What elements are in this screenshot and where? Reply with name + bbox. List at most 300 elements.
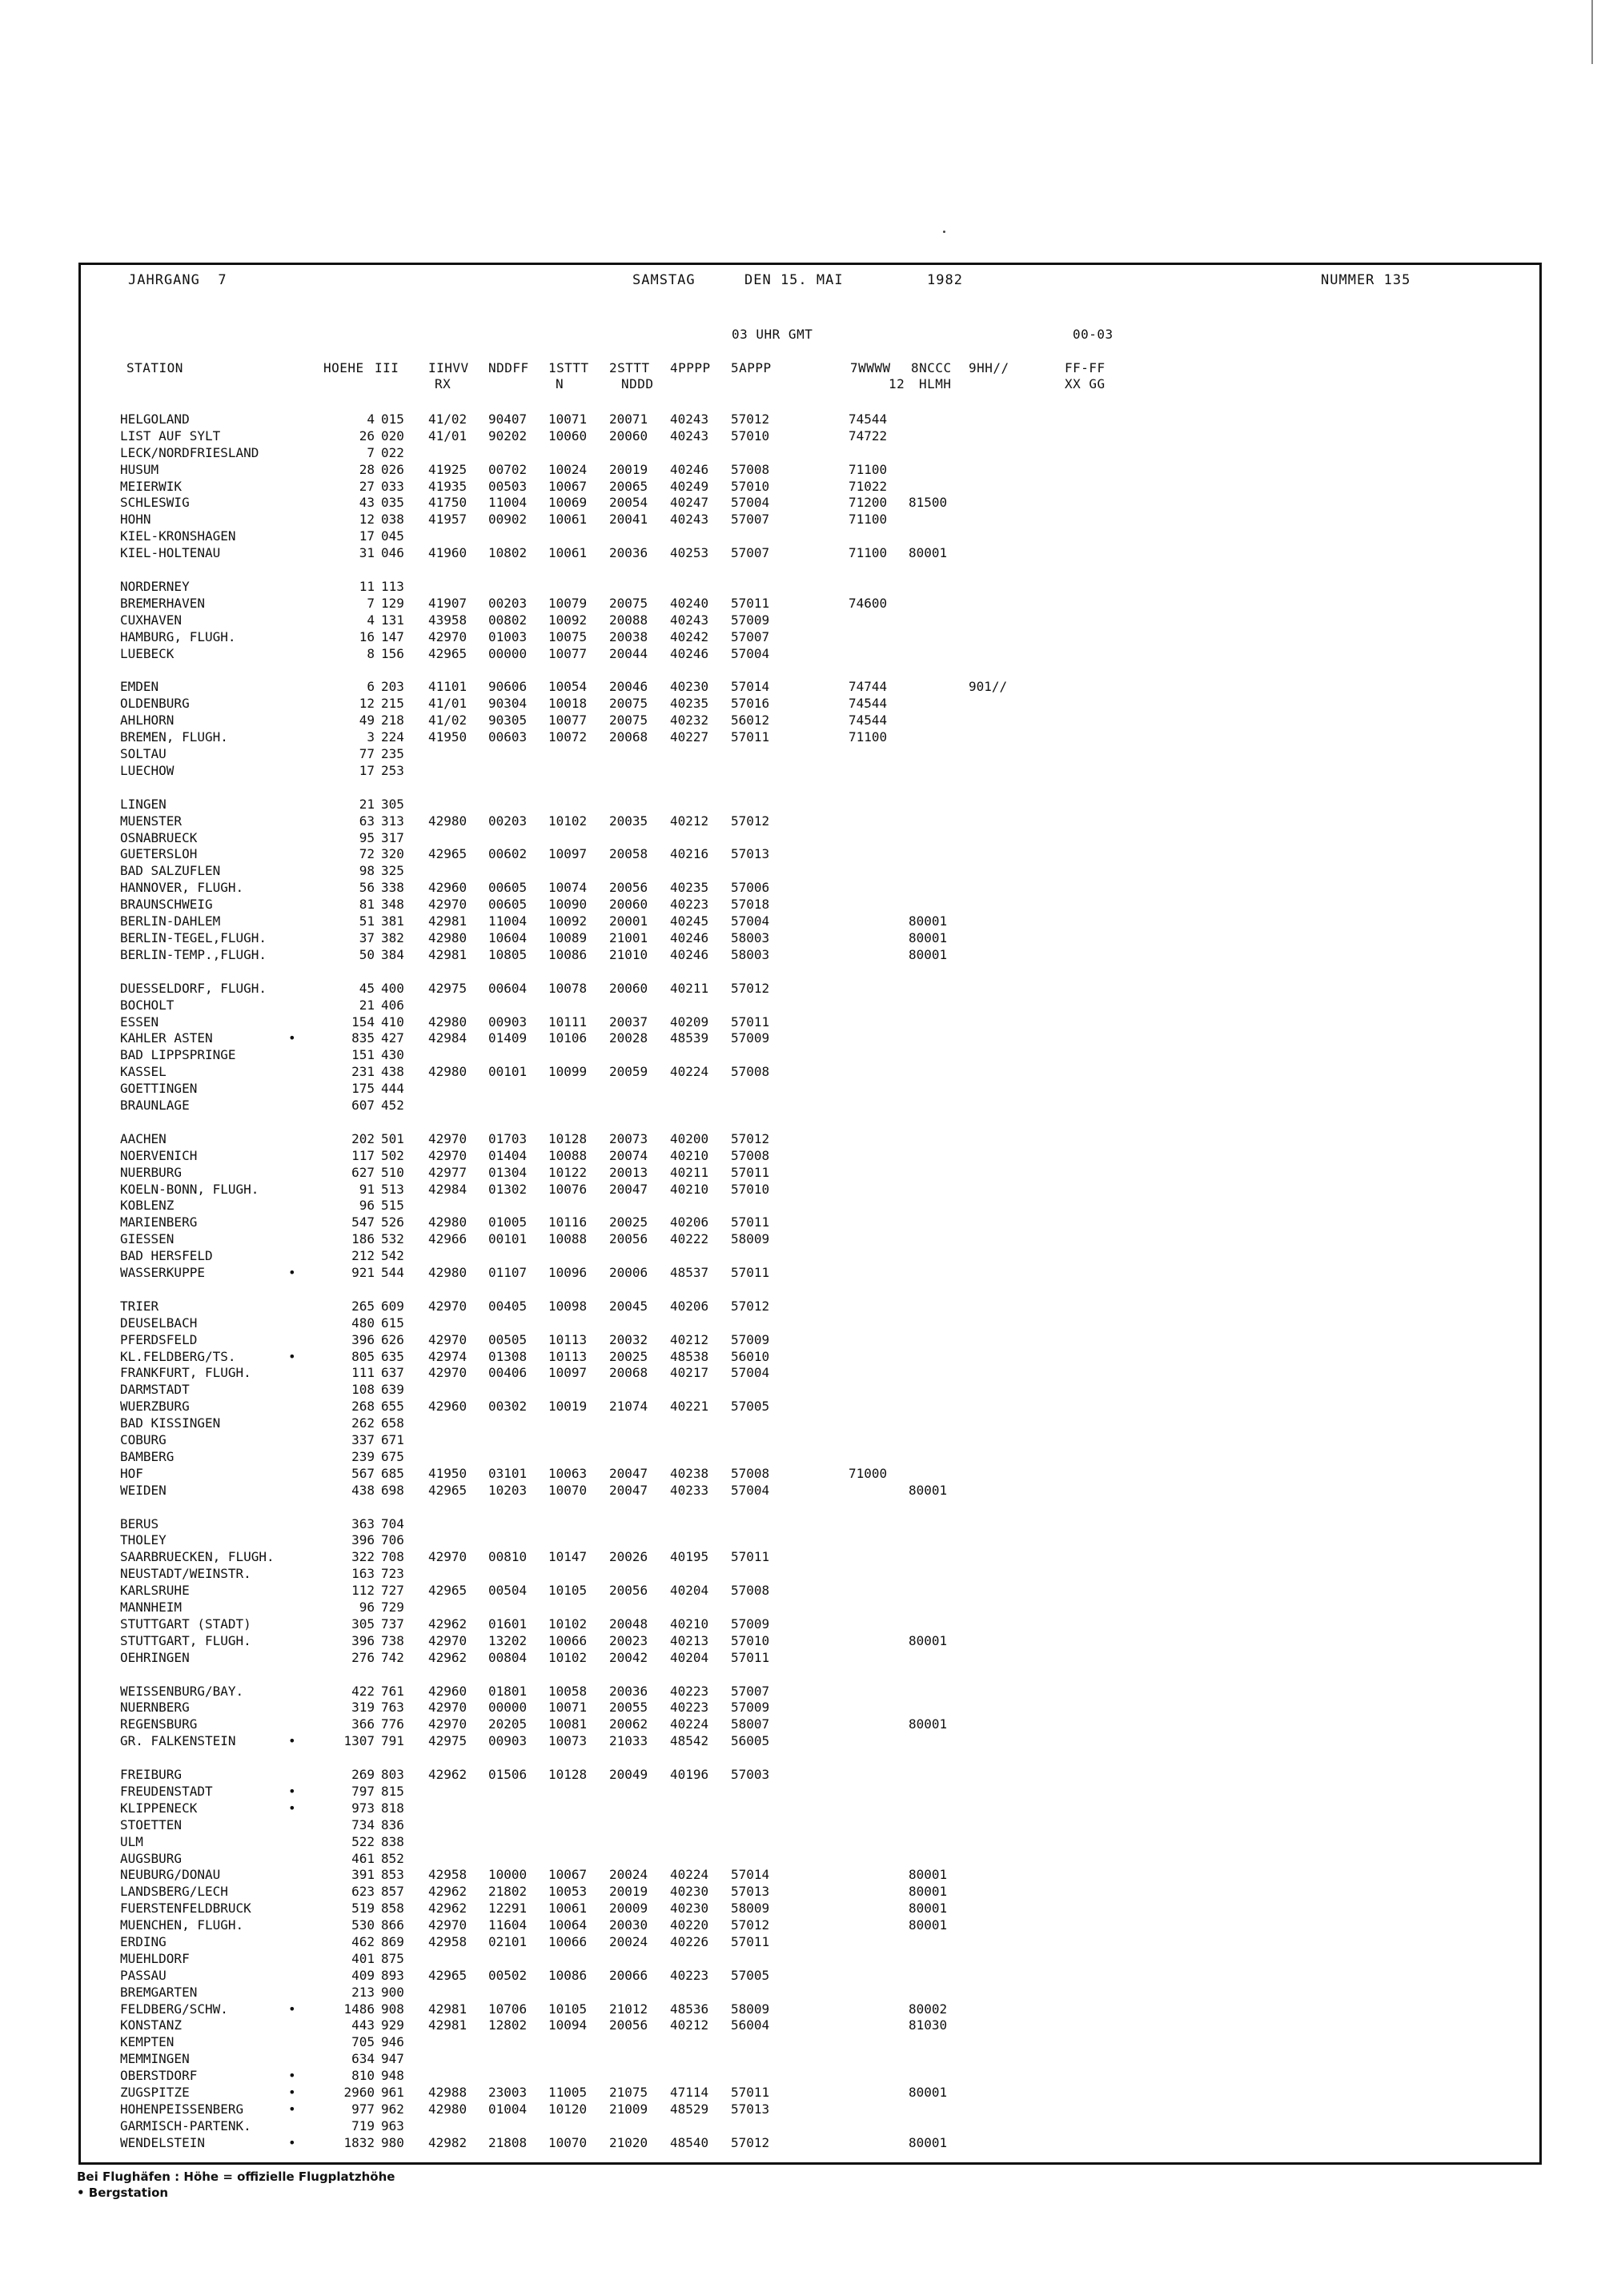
elevation-cell: 805 bbox=[351, 1348, 375, 1364]
table-row bbox=[120, 1064, 1481, 1081]
station-id-cell: 526 bbox=[381, 1214, 404, 1230]
temp2-cell: 21012 bbox=[609, 2001, 648, 2017]
cloud-cell: 80001 bbox=[909, 545, 948, 561]
station-id-cell: 502 bbox=[381, 1147, 404, 1163]
pressure-cell: 40211 bbox=[670, 980, 709, 996]
elevation-cell: 810 bbox=[351, 2068, 375, 2084]
pressure-cell: 40230 bbox=[670, 1884, 709, 1900]
table-row bbox=[120, 445, 1481, 462]
cloud-cell: 80001 bbox=[909, 2134, 948, 2150]
mountain-marker: • bbox=[288, 1784, 296, 1800]
elevation-cell: 547 bbox=[351, 1214, 375, 1230]
table-row bbox=[120, 1148, 1481, 1165]
tendency-cell: 56004 bbox=[731, 2017, 770, 2033]
station-id-cell: 685 bbox=[381, 1465, 404, 1481]
tendency-cell: 57010 bbox=[731, 427, 770, 444]
weather-cell: 74600 bbox=[849, 595, 888, 611]
temp1-cell: 10122 bbox=[548, 1164, 588, 1180]
station-name: HAMBURG, FLUGH. bbox=[120, 628, 236, 644]
table-row bbox=[120, 2101, 1481, 2118]
elevation-cell: 6 bbox=[367, 679, 375, 695]
margin-rule bbox=[1591, 0, 1593, 64]
station-name: WASSERKUPPE bbox=[120, 1264, 205, 1280]
iihvv-cell: 41960 bbox=[428, 545, 467, 561]
table-row bbox=[120, 479, 1481, 496]
temp1-cell: 10060 bbox=[548, 427, 588, 444]
station-id-cell: 742 bbox=[381, 1649, 404, 1665]
elevation-cell: 117 bbox=[351, 1147, 375, 1163]
station-name: LUEBECK bbox=[120, 645, 175, 661]
table-row bbox=[120, 1047, 1481, 1064]
pressure-cell: 40238 bbox=[670, 1465, 709, 1481]
pressure-cell: 40246 bbox=[670, 946, 709, 962]
station-name: BAMBERG bbox=[120, 1448, 175, 1464]
table-row bbox=[120, 2135, 1481, 2152]
iihvv-cell: 42970 bbox=[428, 1130, 467, 1146]
iihvv-cell: 42960 bbox=[428, 1683, 467, 1699]
iihvv-cell: 42962 bbox=[428, 1767, 467, 1783]
station-name: MUENSTER bbox=[120, 813, 183, 829]
temp2-cell: 20006 bbox=[609, 1264, 648, 1280]
tendency-cell: 57007 bbox=[731, 512, 770, 528]
pressure-cell: 40196 bbox=[670, 1767, 709, 1783]
temp2-cell: 20060 bbox=[609, 897, 648, 913]
table-row bbox=[120, 2118, 1481, 2135]
tendency-cell: 56005 bbox=[731, 1733, 770, 1749]
tendency-cell: 57010 bbox=[731, 478, 770, 494]
station-id-cell: 235 bbox=[381, 746, 404, 762]
cloud-cell: 80002 bbox=[909, 2001, 948, 2017]
nddff-cell: 00902 bbox=[488, 512, 528, 528]
temp2-cell: 21074 bbox=[609, 1399, 648, 1415]
station-name: KOBLENZ bbox=[120, 1198, 175, 1214]
table-row bbox=[120, 1566, 1481, 1583]
pressure-cell: 40223 bbox=[670, 1967, 709, 1983]
table-row bbox=[120, 846, 1481, 863]
elevation-cell: 719 bbox=[351, 2117, 375, 2133]
station-id-cell: 026 bbox=[381, 461, 404, 477]
col-nddd: NDDD bbox=[621, 376, 654, 391]
table-row bbox=[120, 1081, 1481, 1098]
tendency-cell: 57011 bbox=[731, 1549, 770, 1565]
tendency-cell: 57009 bbox=[731, 1331, 770, 1347]
tendency-cell: 57012 bbox=[731, 1917, 770, 1933]
iihvv-cell: 42981 bbox=[428, 2001, 467, 2017]
station-id-cell: 045 bbox=[381, 528, 404, 544]
station-id-cell: 869 bbox=[381, 1934, 404, 1950]
station-group bbox=[120, 579, 1481, 662]
temp2-cell: 20025 bbox=[609, 1214, 648, 1230]
station-id-cell: 338 bbox=[381, 880, 404, 896]
station-name: HOHN bbox=[120, 512, 151, 528]
elevation-cell: 276 bbox=[351, 1649, 375, 1665]
pressure-cell: 40212 bbox=[670, 2017, 709, 2033]
elevation-cell: 8 bbox=[367, 645, 375, 661]
station-id-cell: 129 bbox=[381, 595, 404, 611]
elevation-cell: 366 bbox=[351, 1716, 375, 1732]
nddff-cell: 01801 bbox=[488, 1683, 528, 1699]
elevation-cell: 163 bbox=[351, 1566, 375, 1582]
elevation-cell: 265 bbox=[351, 1298, 375, 1314]
table-row bbox=[120, 629, 1481, 646]
temp1-cell: 10072 bbox=[548, 729, 588, 745]
mountain-marker: • bbox=[288, 1264, 296, 1280]
temp1-cell: 10069 bbox=[548, 495, 588, 511]
station-name: BERLIN-TEGEL,FLUGH. bbox=[120, 929, 267, 945]
station-name: BRAUNSCHWEIG bbox=[120, 897, 213, 913]
table-row bbox=[120, 1214, 1481, 1231]
mountain-marker: • bbox=[288, 1030, 296, 1046]
mountain-marker: • bbox=[288, 2001, 296, 2017]
iihvv-cell: 42966 bbox=[428, 1231, 467, 1247]
pressure-cell: 48540 bbox=[670, 2134, 709, 2150]
pressure-cell: 40224 bbox=[670, 1716, 709, 1732]
temp2-cell: 20054 bbox=[609, 495, 648, 511]
nddff-cell: 90606 bbox=[488, 679, 528, 695]
elevation-cell: 43 bbox=[359, 495, 375, 511]
iihvv-cell: 42970 bbox=[428, 1716, 467, 1732]
station-id-cell: 791 bbox=[381, 1733, 404, 1749]
station-id-cell: 948 bbox=[381, 2068, 404, 2084]
iihvv-cell: 42965 bbox=[428, 1583, 467, 1599]
station-name: MUEHLDORF bbox=[120, 1950, 190, 1966]
nddff-cell: 01003 bbox=[488, 628, 528, 644]
temp1-cell: 10061 bbox=[548, 1901, 588, 1917]
elevation-cell: 16 bbox=[359, 628, 375, 644]
station-id-cell: 147 bbox=[381, 628, 404, 644]
table-row bbox=[120, 1532, 1481, 1549]
cloud-cell: 80001 bbox=[909, 1901, 948, 1917]
table-row bbox=[120, 696, 1481, 712]
elevation-cell: 396 bbox=[351, 1532, 375, 1548]
temp2-cell: 20001 bbox=[609, 913, 648, 929]
tendency-cell: 57013 bbox=[731, 846, 770, 862]
station-name: BREMGARTEN bbox=[120, 1984, 198, 2000]
station-name: MEIERWIK bbox=[120, 478, 183, 494]
table-row bbox=[120, 1684, 1481, 1700]
station-id-cell: 224 bbox=[381, 729, 404, 745]
tendency-cell: 57008 bbox=[731, 461, 770, 477]
scan-speck bbox=[943, 231, 945, 233]
table-row bbox=[120, 1315, 1481, 1332]
table-row bbox=[120, 981, 1481, 997]
pressure-cell: 40223 bbox=[670, 1700, 709, 1716]
nddff-cell: 00505 bbox=[488, 1331, 528, 1347]
tendency-cell: 57008 bbox=[731, 1465, 770, 1481]
nddff-cell: 00903 bbox=[488, 1733, 528, 1749]
table-row bbox=[120, 880, 1481, 897]
station-id-cell: 838 bbox=[381, 1833, 404, 1849]
station-name: BREMEN, FLUGH. bbox=[120, 729, 228, 745]
temp2-cell: 20065 bbox=[609, 478, 648, 494]
temp2-cell: 20049 bbox=[609, 1767, 648, 1783]
cloud-cell: 80001 bbox=[909, 2085, 948, 2101]
station-name: COBURG bbox=[120, 1431, 167, 1447]
col-7wwww: 7WWWW bbox=[850, 360, 891, 375]
iihvv-cell: 41925 bbox=[428, 461, 467, 477]
tendency-cell: 58009 bbox=[731, 2001, 770, 2017]
temp1-cell: 10074 bbox=[548, 880, 588, 896]
table-row bbox=[120, 1231, 1481, 1248]
weather-cell: 71100 bbox=[849, 545, 888, 561]
station-id-cell: 737 bbox=[381, 1616, 404, 1632]
station-name: BOCHOLT bbox=[120, 997, 175, 1013]
nddff-cell: 01004 bbox=[488, 2101, 528, 2117]
station-name: BERUS bbox=[120, 1515, 159, 1531]
table-row bbox=[120, 2017, 1481, 2034]
temp2-cell: 21010 bbox=[609, 946, 648, 962]
pressure-cell: 40240 bbox=[670, 595, 709, 611]
station-id-cell: 729 bbox=[381, 1600, 404, 1615]
table-row bbox=[120, 729, 1481, 746]
station-id-cell: 438 bbox=[381, 1064, 404, 1080]
table-row bbox=[120, 1399, 1481, 1415]
station-id-cell: 513 bbox=[381, 1181, 404, 1197]
table-row bbox=[120, 1934, 1481, 1951]
elevation-cell: 443 bbox=[351, 2017, 375, 2033]
elevation-cell: 461 bbox=[351, 1850, 375, 1866]
pressure-cell: 40249 bbox=[670, 478, 709, 494]
station-id-cell: 929 bbox=[381, 2017, 404, 2033]
pressure-cell: 40230 bbox=[670, 679, 709, 695]
pressure-cell: 40213 bbox=[670, 1632, 709, 1648]
mountain-marker: • bbox=[288, 1348, 296, 1364]
temp2-cell: 20028 bbox=[609, 1030, 648, 1046]
station-id-cell: 406 bbox=[381, 997, 404, 1013]
temp2-cell: 20045 bbox=[609, 1298, 648, 1314]
tendency-cell: 57008 bbox=[731, 1064, 770, 1080]
temp1-cell: 10102 bbox=[548, 1649, 588, 1665]
table-row bbox=[120, 763, 1481, 780]
nddff-cell: 10802 bbox=[488, 545, 528, 561]
table-row bbox=[120, 1265, 1481, 1282]
station-name: PFERDSFELD bbox=[120, 1331, 198, 1347]
station-name: LIST AUF SYLT bbox=[120, 427, 221, 444]
station-name: KARLSRUHE bbox=[120, 1583, 190, 1599]
pressure-cell: 40243 bbox=[670, 512, 709, 528]
pressure-cell: 40195 bbox=[670, 1549, 709, 1565]
temp2-cell: 20025 bbox=[609, 1348, 648, 1364]
col-station: STATION bbox=[126, 360, 183, 375]
pressure-cell: 40232 bbox=[670, 712, 709, 729]
iihvv-cell: 42965 bbox=[428, 1482, 467, 1498]
station-id-cell: 776 bbox=[381, 1716, 404, 1732]
elevation-cell: 623 bbox=[351, 1884, 375, 1900]
pressure-cell: 40217 bbox=[670, 1365, 709, 1381]
tendency-cell: 57007 bbox=[731, 1683, 770, 1699]
table-row bbox=[120, 646, 1481, 663]
weather-cell: 74544 bbox=[849, 712, 888, 729]
station-id-cell: 698 bbox=[381, 1482, 404, 1498]
table-row bbox=[120, 830, 1481, 847]
temp2-cell: 20036 bbox=[609, 1683, 648, 1699]
station-name: NUERBURG bbox=[120, 1164, 183, 1180]
tendency-cell: 57012 bbox=[731, 1298, 770, 1314]
table-row bbox=[120, 495, 1481, 512]
pressure-cell: 40204 bbox=[670, 1583, 709, 1599]
tendency-cell: 57003 bbox=[731, 1767, 770, 1783]
temp2-cell: 20060 bbox=[609, 427, 648, 444]
station-name: OEHRINGEN bbox=[120, 1649, 190, 1665]
temp1-cell: 10081 bbox=[548, 1716, 588, 1732]
tendency-cell: 57009 bbox=[731, 612, 770, 628]
col-iihvv: IIHVV bbox=[428, 360, 469, 375]
temp1-cell: 10089 bbox=[548, 929, 588, 945]
nddff-cell: 00603 bbox=[488, 729, 528, 745]
table-row bbox=[120, 1382, 1481, 1399]
station-name: EMDEN bbox=[120, 679, 159, 695]
pressure-cell: 40206 bbox=[670, 1214, 709, 1230]
temp2-cell: 20056 bbox=[609, 880, 648, 896]
temp1-cell: 10076 bbox=[548, 1181, 588, 1197]
iihvv-cell: 42981 bbox=[428, 913, 467, 929]
col-hlmh: HLMH bbox=[919, 376, 952, 391]
station-group bbox=[120, 1767, 1481, 2151]
iihvv-cell: 42960 bbox=[428, 1399, 467, 1415]
station-id-cell: 532 bbox=[381, 1231, 404, 1247]
station-name: FUERSTENFELDBRUCK bbox=[120, 1901, 251, 1917]
elevation-cell: 91 bbox=[359, 1181, 375, 1197]
station-id-cell: 609 bbox=[381, 1298, 404, 1314]
tendency-cell: 58003 bbox=[731, 929, 770, 945]
station-name: BAD LIPPSPRINGE bbox=[120, 1047, 236, 1063]
table-row bbox=[120, 1182, 1481, 1198]
table-row bbox=[120, 1349, 1481, 1366]
temp2-cell: 20023 bbox=[609, 1632, 648, 1648]
temp2-cell: 20024 bbox=[609, 1934, 648, 1950]
pressure-cell: 40206 bbox=[670, 1298, 709, 1314]
elevation-cell: 26 bbox=[359, 427, 375, 444]
table-row bbox=[120, 596, 1481, 612]
station-id-cell: 131 bbox=[381, 612, 404, 628]
elevation-cell: 607 bbox=[351, 1097, 375, 1113]
tendency-cell: 56012 bbox=[731, 712, 770, 729]
station-group bbox=[120, 1131, 1481, 1282]
iihvv-cell: 41907 bbox=[428, 595, 467, 611]
station-name: FREUDENSTADT bbox=[120, 1784, 213, 1800]
elevation-cell: 519 bbox=[351, 1901, 375, 1917]
station-name: STOETTEN bbox=[120, 1816, 183, 1832]
pressure-cell: 48536 bbox=[670, 2001, 709, 2017]
temp2-cell: 20030 bbox=[609, 1917, 648, 1933]
station-name: HOF bbox=[120, 1465, 143, 1481]
temp1-cell: 10077 bbox=[548, 645, 588, 661]
iihvv-cell: 42970 bbox=[428, 1549, 467, 1565]
temp1-cell: 10078 bbox=[548, 980, 588, 996]
table-row bbox=[120, 1884, 1481, 1901]
station-id-cell: 542 bbox=[381, 1248, 404, 1264]
pressure-cell: 40243 bbox=[670, 612, 709, 628]
elevation-cell: 977 bbox=[351, 2101, 375, 2117]
iihvv-cell: 42958 bbox=[428, 1934, 467, 1950]
elevation-cell: 396 bbox=[351, 1632, 375, 1648]
station-name: GIESSEN bbox=[120, 1231, 175, 1247]
table-row bbox=[120, 1466, 1481, 1483]
station-id-cell: 761 bbox=[381, 1683, 404, 1699]
elevation-cell: 797 bbox=[351, 1784, 375, 1800]
station-id-cell: 320 bbox=[381, 846, 404, 862]
table-row bbox=[120, 1299, 1481, 1315]
iihvv-cell: 42970 bbox=[428, 1700, 467, 1716]
table-row bbox=[120, 2085, 1481, 2101]
elevation-cell: 401 bbox=[351, 1950, 375, 1966]
table-row bbox=[120, 612, 1481, 629]
nddff-cell: 01506 bbox=[488, 1767, 528, 1783]
station-id-cell: 963 bbox=[381, 2117, 404, 2133]
nddff-cell: 01601 bbox=[488, 1616, 528, 1632]
cloud-cell: 81030 bbox=[909, 2017, 948, 2033]
temp2-cell: 20073 bbox=[609, 1130, 648, 1146]
station-id-cell: 875 bbox=[381, 1950, 404, 1966]
temp1-cell: 10061 bbox=[548, 512, 588, 528]
iihvv-cell: 42970 bbox=[428, 1365, 467, 1381]
station-id-cell: 763 bbox=[381, 1700, 404, 1716]
temp2-cell: 21075 bbox=[609, 2085, 648, 2101]
elevation-cell: 462 bbox=[351, 1934, 375, 1950]
station-name: NORDERNEY bbox=[120, 579, 190, 595]
station-name: KLIPPENECK bbox=[120, 1800, 198, 1816]
nddff-cell: 13202 bbox=[488, 1632, 528, 1648]
elevation-cell: 17 bbox=[359, 762, 375, 778]
tendency-cell: 57011 bbox=[731, 1649, 770, 1665]
pressure-cell: 40235 bbox=[670, 880, 709, 896]
station-id-cell: 382 bbox=[381, 929, 404, 945]
tendency-cell: 57007 bbox=[731, 545, 770, 561]
temp1-cell: 10067 bbox=[548, 1867, 588, 1883]
nddff-cell: 00605 bbox=[488, 897, 528, 913]
temp2-cell: 20075 bbox=[609, 696, 648, 712]
iihvv-cell: 42962 bbox=[428, 1616, 467, 1632]
elevation-cell: 4 bbox=[367, 411, 375, 427]
elevation-cell: 835 bbox=[351, 1030, 375, 1046]
tendency-cell: 57004 bbox=[731, 913, 770, 929]
elevation-cell: 7 bbox=[367, 444, 375, 460]
temp2-cell: 20048 bbox=[609, 1616, 648, 1632]
tendency-cell: 58007 bbox=[731, 1716, 770, 1732]
station-name: PASSAU bbox=[120, 1967, 167, 1983]
temp2-cell: 20056 bbox=[609, 1231, 648, 1247]
table-row bbox=[120, 528, 1481, 545]
temp1-cell: 10147 bbox=[548, 1549, 588, 1565]
iihvv-cell: 42965 bbox=[428, 645, 467, 661]
temp2-cell: 20068 bbox=[609, 729, 648, 745]
station-id-cell: 515 bbox=[381, 1198, 404, 1214]
iihvv-cell: 41935 bbox=[428, 478, 467, 494]
station-name: WENDELSTEIN bbox=[120, 2134, 205, 2150]
table-row bbox=[120, 913, 1481, 930]
nddff-cell: 01107 bbox=[488, 1264, 528, 1280]
table-row bbox=[120, 1332, 1481, 1349]
elevation-cell: 77 bbox=[359, 746, 375, 762]
temp2-cell: 20071 bbox=[609, 411, 648, 427]
iihvv-cell: 42975 bbox=[428, 1733, 467, 1749]
temp2-cell: 20074 bbox=[609, 1147, 648, 1163]
temp1-cell: 10105 bbox=[548, 2001, 588, 2017]
elevation-cell: 111 bbox=[351, 1365, 375, 1381]
station-name: NOERVENICH bbox=[120, 1147, 198, 1163]
temp1-cell: 10058 bbox=[548, 1683, 588, 1699]
tendency-cell: 57010 bbox=[731, 1181, 770, 1197]
station-id-cell: 857 bbox=[381, 1884, 404, 1900]
station-id-cell: 452 bbox=[381, 1097, 404, 1113]
elevation-cell: 438 bbox=[351, 1482, 375, 1498]
table-row bbox=[120, 1583, 1481, 1600]
iihvv-cell: 42962 bbox=[428, 1649, 467, 1665]
elevation-cell: 4 bbox=[367, 612, 375, 628]
station-id-cell: 836 bbox=[381, 1816, 404, 1832]
elevation-cell: 530 bbox=[351, 1917, 375, 1933]
pressure-cell: 40220 bbox=[670, 1917, 709, 1933]
